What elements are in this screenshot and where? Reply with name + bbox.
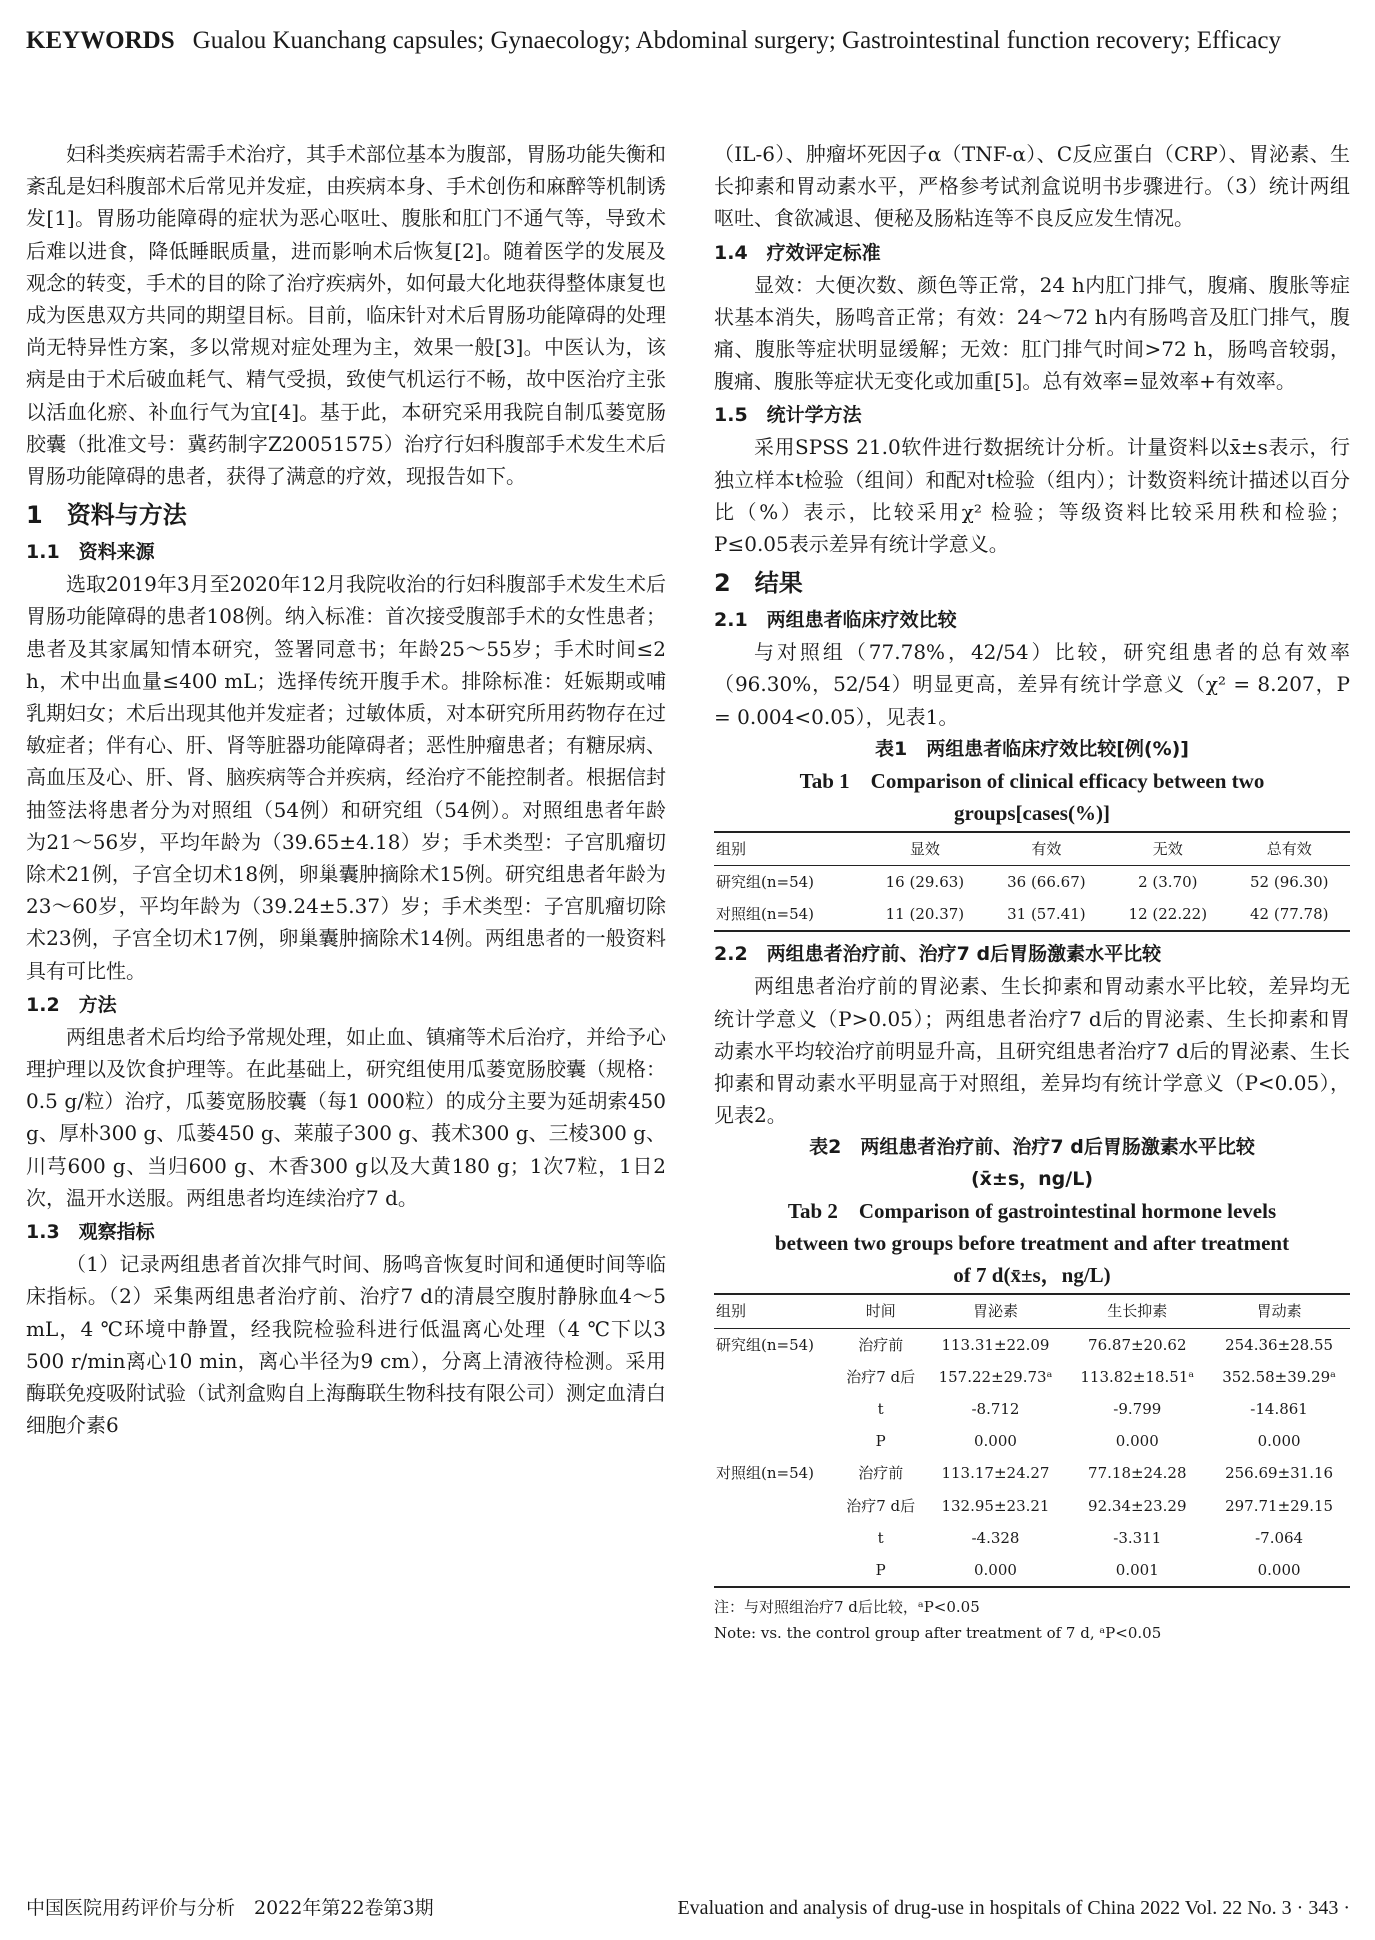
table-row — [714, 1490, 1350, 1522]
table-cell: 2 (3.70) — [1138, 873, 1198, 892]
table-cell — [714, 1361, 837, 1393]
table-1-caption-en-line1: Tab 1 Comparison of clinical efficacy between two — [799, 768, 1265, 793]
table-cell: 77.18±24.28 — [1088, 1464, 1187, 1483]
table-cell: 256.69±31.16 — [1225, 1464, 1334, 1483]
intro-paragraph: 妇科类疾病若需手术治疗，其手术部位基本为腹部，胃肠功能失衡和紊乱是妇科腹部术后常见并发症，由疾病本身、手术创伤和麻醉等机制诱发[1]。胃肠功能障碍的症状为恶心呕吐、腹胀和肛门不通气等，导致术后难以进食，降低睡眠质量，进而影响术后恢复[2]。随着医学的发展及观念的转变，手术的目的除了治疗疾病外，如何最大化地获得整体康复也成为医患双方共同的期望目标。目前，临床针对术后胃肠功能障碍的处理尚无特异性方案，多以常规对症处理为主，效果一般[3]。中医认为，该病是由于术后破血耗气、精气受损，致使气机运行不畅，故中医治疗主张以活血化瘀、补血行气为宜[4]。基于此，本研究采用我院自制瓜蒌宽肠胶囊（批准文号：冀药制字Z20051575）治疗行妇科腹部手术发生术后胃肠功能障碍的患者，获得了满意的疗效，现报告如下。 — [26, 142, 666, 489]
table-row — [714, 866, 1350, 899]
table-cell: 16 (29.63) — [885, 873, 965, 892]
table-cell: 113.17±24.27 — [941, 1464, 1050, 1483]
table-cell — [714, 1425, 837, 1457]
footer-journal-zh: 中国医院用药评价与分析 2022年第22卷第3期 — [26, 1897, 434, 1919]
table-cell — [714, 1490, 837, 1522]
section-1-heading: 1 资料与方法 — [26, 501, 187, 530]
keywords-block — [26, 22, 1346, 60]
table-cell: 76.87±20.62 — [1088, 1335, 1187, 1354]
table-cell: 297.71±29.15 — [1225, 1496, 1334, 1515]
table-cell: 11 (20.37) — [885, 905, 965, 924]
table-cell: 254.36±28.55 — [1225, 1335, 1334, 1354]
table-1-caption-zh: 表1 两组患者临床疗效比较[例(%)] — [875, 737, 1189, 760]
table-2-caption-en-line3: of 7 d(x̄±s，ng/L) — [953, 1263, 1111, 1288]
table-2-caption-zh-line2: (x̄±s，ng/L) — [970, 1168, 1094, 1191]
methods-paragraph: 两组患者术后均给予常规处理，如止血、镇痛等术后治疗，并给予心理护理以及饮食护理等。在此基础上，研究组使用瓜蒌宽肠胶囊（规格：0.5 g/粒）治疗，瓜蒌宽肠胶囊（每1 000粒）的成分主要为延胡索450 g、厚朴300 g、瓜蒌450 g、莱菔子300 g、莪术300 g、三棱300 g、川芎600 g、当归600 g、木香300 g以及大黄180 g；1次7粒，1日2次，温开水送服。两组患者均连续治疗7 d。 — [26, 1024, 666, 1210]
subsection-1-3-heading: 1.3 观察指标 — [26, 1221, 155, 1244]
table-cell: P — [875, 1432, 886, 1451]
table-row — [714, 898, 1350, 931]
keywords-label: KEYWORDS — [26, 27, 175, 54]
table-cell: 157.22±29.73ᵃ — [938, 1367, 1053, 1386]
data-source-paragraph: 选取2019年3月至2020年12月我院收治的行妇科腹部手术发生术后胃肠功能障碍的患者108例。纳入标准：首次接受腹部手术的女性患者；患者及其家属知情本研究，签署同意书；年龄25～55岁；手术时间≤2 h，术中出血量≤400 mL；选择传统开腹手术。排除标准：妊娠期或哺乳期妇女；术后出现其他并发症者；过敏体质，对本研究所用药物存在过敏症者；伴有心、肝、肾等脏器功能障碍者；恶性肿瘤患者；有糖尿病、高血压及心、肝、肾、脑疾病等合并疾病，经治疗不能控制者。根据信封抽签法将患者分为对照组（54例）和研究组（54例）。对照组患者年龄为21～56岁，平均年龄为（39.65±4.18）岁；手术类型：子宫肌瘤切除术21例，子宫全切术18例，卵巢囊肿摘除术15例。研究组患者年龄为23～60岁，平均年龄为（39.24±5.37）岁；手术类型：子宫肌瘤切除术23例，子宫全切术17例，卵巢囊肿摘除术14例。两组患者的一般资料具有可比性。 — [26, 572, 666, 983]
table-cell: -7.064 — [1255, 1528, 1304, 1547]
right-column — [714, 138, 1350, 1646]
table-cell — [714, 1522, 837, 1554]
table-2-caption-en-line2: between two groups before treatment and after treatment — [774, 1231, 1290, 1256]
footer-journal-en: Evaluation and analysis of drug-use in hospitals of China 2022 Vol. 22 No. 3 · 343 · — [677, 1897, 1350, 1919]
table-cell: t — [877, 1528, 884, 1547]
table-2-header-cell: 组别 — [716, 1302, 747, 1321]
table-cell: -4.328 — [971, 1528, 1020, 1547]
hormone-results-paragraph: 两组患者治疗前的胃泌素、生长抑素和胃动素水平比较，差异均无统计学意义（P>0.05）；两组患者治疗7 d后的胃泌素、生长抑素和胃动素水平均较治疗前明显升高，且研究组患者治疗7 d后的胃泌素、生长抑素和胃动素水平明显高于对照组，差异均有统计学意义（P<0.05），见表2。 — [714, 974, 1350, 1128]
table-cell: 92.34±23.29 — [1088, 1496, 1187, 1515]
table-1-header-cell: 有效 — [1031, 839, 1062, 858]
table-cell: 0.000 — [1115, 1432, 1159, 1451]
table-cell: 0.000 — [974, 1561, 1017, 1580]
table-cell: 0.000 — [1257, 1432, 1301, 1451]
table-cell: 对照组(n=54) — [716, 905, 815, 924]
indicators-continued-paragraph: （IL-6）、肿瘤坏死因子α（TNF-α）、C反应蛋白（CRP）、胃泌素、生长抑素和胃动素水平，严格参考试剂盒说明书步骤进行。（3）统计两组呕吐、食欲减退、便秘及肠粘连等不良反应发生情况。 — [714, 142, 1350, 231]
table-2-caption-zh-line1: 表2 两组患者治疗前、治疗7 d后胃肠激素水平比较 — [809, 1136, 1255, 1159]
table-row — [714, 1393, 1350, 1425]
subsection-1-5-heading: 1.5 统计学方法 — [714, 404, 862, 427]
section-2-heading: 2 结果 — [714, 569, 803, 598]
subsection-1-2-heading: 1.2 方法 — [26, 993, 117, 1016]
efficacy-results-paragraph: 与对照组（77.78%，42/54）比较，研究组患者的总有效率（96.30%，52/54）明显更高，差异有统计学意义（χ² = 8.207，P = 0.004<0.05），见表1。 — [714, 640, 1350, 729]
table-cell: 42 (77.78) — [1250, 905, 1329, 924]
table-cell — [714, 1554, 837, 1587]
table-1-header-cell: 组别 — [716, 839, 747, 858]
table-2-header-cell: 时间 — [865, 1302, 896, 1321]
table-cell: 113.82±18.51ᵃ — [1080, 1367, 1195, 1386]
table-cell: 研究组(n=54) — [716, 1335, 815, 1354]
table-cell: -14.861 — [1250, 1400, 1308, 1419]
table-cell: 研究组(n=54) — [716, 873, 815, 892]
table-1-header-cell: 显效 — [909, 839, 940, 858]
table-cell: 治疗前 — [858, 1335, 904, 1354]
table-cell: 31 (57.41) — [1007, 905, 1086, 924]
table-2-note-en: Note: vs. the control group after treatment of 7 d, ᵃP<0.05 — [714, 1624, 1162, 1643]
table-1-caption-en-line2: groups[cases(%)] — [954, 800, 1110, 825]
table-1-header-cell: 总有效 — [1266, 839, 1312, 858]
table-cell: 52 (96.30) — [1250, 873, 1329, 892]
table-row — [714, 1328, 1350, 1361]
table-2-header-cell: 胃泌素 — [972, 1302, 1018, 1321]
table-cell: t — [877, 1400, 884, 1419]
efficacy-criteria-paragraph: 显效：大便次数、颜色等正常，24 h内肛门排气，腹痛、腹胀等症状基本消失，肠鸣音正常；有效：24～72 h内有肠鸣音及肛门排气，腹痛、腹胀等症状明显缓解；无效：肛门排气时间>72 h，肠鸣音较弱，腹痛、腹胀等症状无变化或加重[5]。总有效率=显效率+有效率。 — [714, 272, 1350, 394]
table-2-header-row — [714, 1294, 1350, 1328]
subsection-2-1-heading: 2.1 两组患者临床疗效比较 — [714, 609, 957, 632]
table-cell: -9.799 — [1113, 1400, 1162, 1419]
table-cell: 0.001 — [1115, 1561, 1159, 1580]
table-cell: P — [875, 1561, 886, 1580]
table-1-header-cell: 无效 — [1152, 839, 1183, 858]
table-cell: 12 (22.22) — [1128, 905, 1208, 924]
table-cell: 113.31±22.09 — [941, 1335, 1050, 1354]
table-row — [714, 1457, 1350, 1489]
table-row — [714, 1554, 1350, 1587]
table-cell: 132.95±23.21 — [941, 1496, 1050, 1515]
table-cell: 0.000 — [1257, 1561, 1301, 1580]
table-row — [714, 1522, 1350, 1554]
table-1-header-row — [714, 832, 1350, 866]
table-2-body — [714, 1328, 1350, 1587]
table-cell: 治疗7 d后 — [846, 1367, 916, 1386]
table-cell: 36 (66.67) — [1007, 873, 1086, 892]
table-2-header-cell: 生长抑素 — [1107, 1302, 1168, 1321]
indicators-paragraph: （1）记录两组患者首次排气时间、肠鸣音恢复时间和通便时间等临床指标。（2）采集两组患者治疗前、治疗7 d的清晨空腹肘静脉血4～5 mL，4 ℃环境中静置，经我院检验科进行低温离心处理（4 ℃下以3 500 r/min离心10 min，离心半径为9 cm），分离上清液待检测。采用酶联免疫吸附试验（试剂盒购自上海酶联生物科技有限公司）测定血清白细胞介素6 — [26, 1252, 666, 1438]
table-2-note-zh: 注：与对照组治疗7 d后比较，ᵃP<0.05 — [714, 1598, 980, 1617]
keywords-text: Gualou Kuanchang capsules; Gynaecology; Abdominal surgery; Gastrointestinal function recovery; Efficacy — [192, 27, 1281, 54]
table-cell: 对照组(n=54) — [716, 1464, 815, 1483]
table-2-caption-en-line1: Tab 2 Comparison of gastrointestinal hormone levels — [787, 1199, 1277, 1224]
table-cell: -8.712 — [971, 1400, 1020, 1419]
table-row — [714, 1361, 1350, 1393]
subsection-1-4-heading: 1.4 疗效评定标准 — [714, 241, 881, 264]
table-cell: 治疗前 — [858, 1464, 904, 1483]
table-cell: 352.58±39.29ᵃ — [1222, 1367, 1336, 1386]
table-1 — [714, 831, 1350, 933]
subsection-1-1-heading: 1.1 资料来源 — [26, 541, 155, 564]
table-2 — [714, 1293, 1350, 1588]
table-row — [714, 1425, 1350, 1457]
table-cell — [714, 1393, 837, 1425]
table-cell: 治疗7 d后 — [846, 1496, 916, 1515]
table-2-header-cell: 胃动素 — [1256, 1302, 1302, 1321]
statistics-paragraph: 采用SPSS 21.0软件进行数据统计分析。计量资料以x̄±s表示，行独立样本t检验（组间）和配对t检验（组内）；计数资料统计描述以百分比（%）表示，比较采用χ² 检验；等级资料比较采用秩和检验；P≤0.05表示差异有统计学意义。 — [714, 435, 1350, 557]
left-column — [26, 138, 666, 1441]
table-cell: 0.000 — [974, 1432, 1017, 1451]
subsection-2-2-heading: 2.2 两组患者治疗前、治疗7 d后胃肠激素水平比较 — [714, 943, 1162, 966]
table-cell: -3.311 — [1113, 1528, 1162, 1547]
